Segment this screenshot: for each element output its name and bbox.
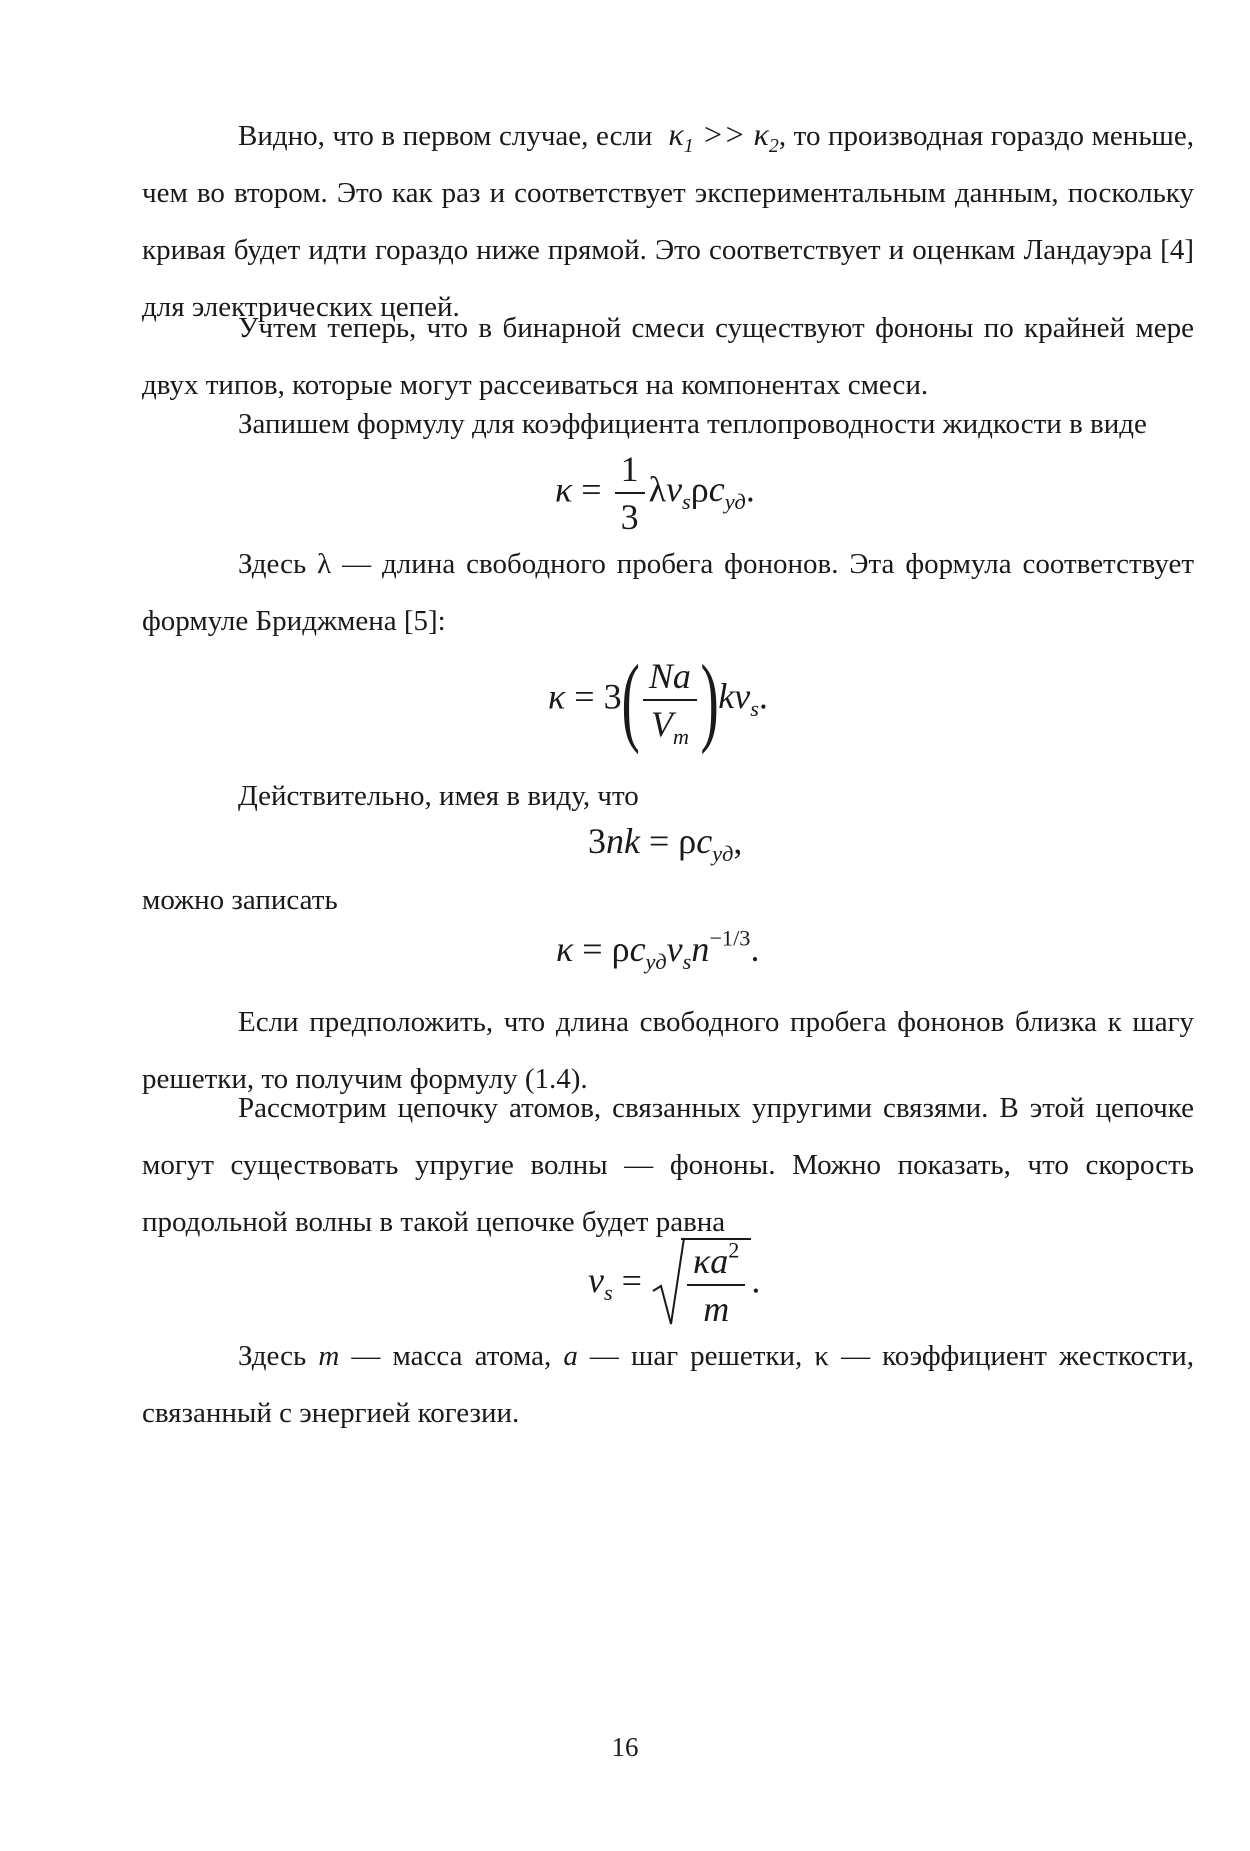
paragraph-1-rest: , то производная гораздо меньше, чем во втором. Это как раз и соответствует экспериментальным данным, поскольку кривая будет идти гораздо ниже прямой. Это соответствует и оценкам Ландауэра [4] для электрических цепей.	[142, 120, 1195, 323]
paragraph-4: Здесь λ — длина свободного пробега фононов. Эта формула соответствует формуле Бриджмена [5]:	[142, 548, 1194, 637]
equation-kappa-density: $\kappa = \rho c_{уд}v_sn^{-1/3}$.	[556, 925, 760, 974]
paragraph-5: Действительно, имея в виду, что	[238, 780, 639, 812]
paragraph-7: Если предположить, что длина свободного пробега фононов близка к шагу решетки, то получим формулу (1.4).	[142, 1006, 1194, 1095]
paragraph-9-rest: — шаг решетки, κ — коэффициент жесткости, связанный с энергией когезии.	[142, 1340, 1194, 1429]
symbol-m: m	[318, 1340, 340, 1372]
paragraph-2: Учтем теперь, что в бинарной смеси существуют фононы по крайней мере двух типов, которые могут рассеиваться на компонентах смеси.	[142, 312, 1194, 401]
equation-3nk: $3nk = \rho c_{уд}$,	[588, 821, 743, 866]
paragraph-1-start: Видно, что в первом случае, если	[238, 120, 653, 152]
paragraph-9-mass: — масса атома,	[351, 1340, 552, 1372]
symbol-a: a	[563, 1340, 578, 1372]
paragraph-8: Рассмотрим цепочку атомов, связанных упругими связями. В этой цепочке могут существовать упругие волны — фононы. Можно показать, что скорость продольной волны в такой цепочке будет равна	[142, 1092, 1194, 1238]
sqrt-sign: $\frac{\kappa a^2}{m}$	[651, 1238, 751, 1330]
equation-thermal-conductivity: κ = $\frac{1}{3}$ $\lambda v_s\rho c_{уд}$.	[555, 449, 755, 537]
equation-sound-velocity: $v_s$ = $\frac{\kappa a^2}{m}$ .	[588, 1237, 761, 1329]
inline-formula-kappa-compare: $\kappa_1 >> \kappa_2$	[660, 116, 779, 157]
page-number: 16	[611, 1732, 639, 1762]
equation-bridgman: κ = 3( $\frac{Na}{V_m}$ )$kv_s$.	[548, 644, 768, 755]
paragraph-6: можно записать	[142, 884, 338, 916]
paragraph-9-start: Здесь	[238, 1340, 307, 1372]
paragraph-3: Запишем формулу для коэффициента теплопроводности жидкости в виде	[238, 408, 1147, 440]
paragraph-9	[142, 1328, 1194, 1442]
